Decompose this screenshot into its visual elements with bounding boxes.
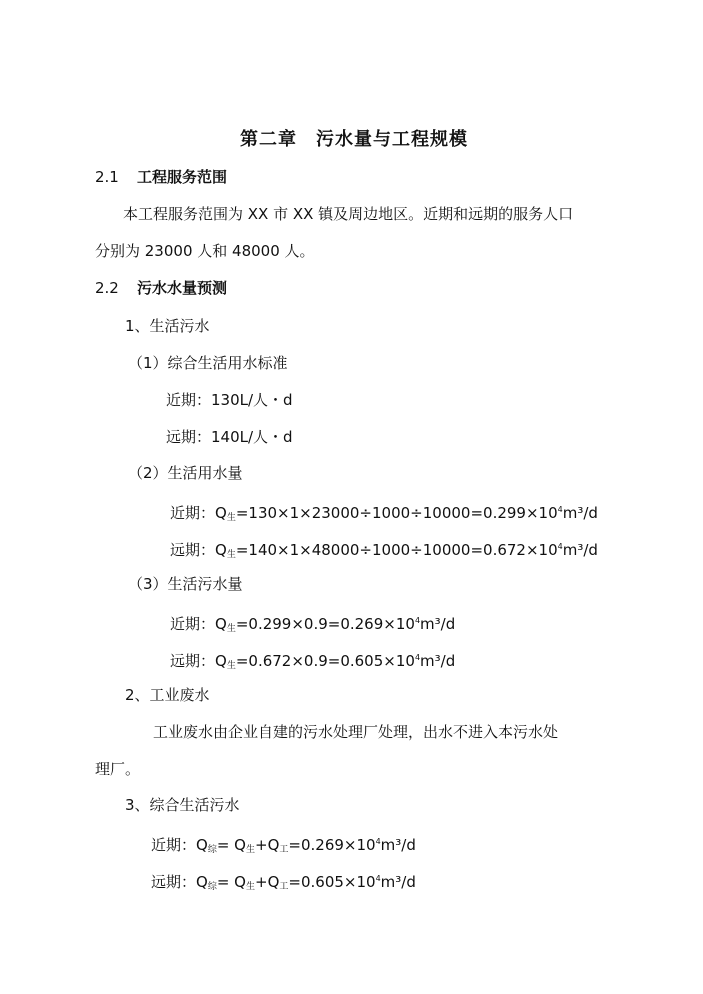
superscript: 4 [557, 542, 563, 551]
formula-line [170, 611, 455, 639]
subscript: 综 [207, 845, 217, 855]
formula-line: 远期：140L/人・d [166, 428, 293, 446]
formula-text: 远期：Q [151, 873, 208, 891]
formula-text: +Q [255, 836, 280, 854]
chapter-title: 第二章 污水量与工程规模 [240, 129, 468, 150]
unit: m³/d [380, 873, 416, 891]
subscript: 综 [207, 882, 217, 892]
section-2-2-heading [95, 278, 227, 298]
unit: m³/d [420, 652, 456, 670]
paragraph-line: 理厂。 [95, 760, 141, 778]
unit: m³/d [562, 541, 598, 559]
superscript: 4 [557, 505, 563, 514]
paragraph-line: 分别为 23000 人和 48000 人。 [95, 242, 315, 260]
subscript: 工 [279, 845, 289, 855]
subscript: 工 [279, 882, 289, 892]
superscript: 4 [375, 837, 381, 846]
formula-text: =0.672×0.9=0.605×10 [235, 652, 415, 670]
formula-text: 近期：Q [151, 836, 208, 854]
formula-text: =0.299×0.9=0.269×10 [235, 615, 415, 633]
subscript: 生 [226, 624, 236, 634]
formula-line [151, 869, 416, 897]
formula-text: 近期：Q [170, 615, 227, 633]
superscript: 4 [414, 616, 421, 625]
paragraph-line: 工业废水由企业自建的污水处理厂处理，出水不进入本污水处 [153, 723, 559, 741]
formula-line [170, 537, 598, 565]
subscript: 生 [245, 845, 255, 855]
list-item-heading: 1、生活污水 [125, 317, 210, 335]
superscript: 4 [375, 874, 381, 883]
formula-text: =130×1×23000÷1000÷10000=0.299×10 [235, 504, 558, 522]
formula-text: 远期：Q [170, 652, 227, 670]
sub-item-heading: （1）综合生活用水标准 [128, 354, 288, 372]
list-item-heading: 2、工业废水 [125, 686, 210, 704]
subscript: 生 [245, 882, 255, 892]
section-number: 2.2 [95, 279, 119, 297]
unit: m³/d [420, 615, 456, 633]
unit: m³/d [380, 836, 416, 854]
subscript: 生 [226, 661, 236, 671]
formula-text: =140×1×48000÷1000÷10000=0.672×10 [235, 541, 558, 559]
formula-text: = Q [216, 873, 246, 891]
formula-text: 远期：Q [170, 541, 227, 559]
formula-text: 近期：Q [170, 504, 227, 522]
section-title: 工程服务范围 [137, 168, 228, 186]
formula-text: =0.605×10 [288, 873, 376, 891]
formula-text: = Q [216, 836, 246, 854]
subscript: 生 [226, 513, 236, 523]
formula-line [170, 500, 598, 528]
sub-item-heading: （3）生活污水量 [128, 575, 243, 593]
formula-line [151, 832, 416, 860]
formula-text: +Q [255, 873, 280, 891]
formula-text: =0.269×10 [288, 836, 376, 854]
formula-line: 近期：130L/人・d [166, 391, 293, 409]
superscript: 4 [414, 653, 421, 662]
sub-item-heading: （2）生活用水量 [128, 464, 243, 482]
list-item-heading: 3、综合生活污水 [125, 796, 240, 814]
subscript: 生 [226, 550, 236, 560]
formula-line [170, 648, 455, 676]
paragraph-line: 本工程服务范围为 XX 市 XX 镇及周边地区。近期和远期的服务人口 [123, 205, 574, 223]
section-title: 污水水量预测 [137, 279, 228, 297]
section-number: 2.1 [95, 168, 119, 186]
section-2-1-heading [95, 167, 227, 187]
unit: m³/d [562, 504, 598, 522]
